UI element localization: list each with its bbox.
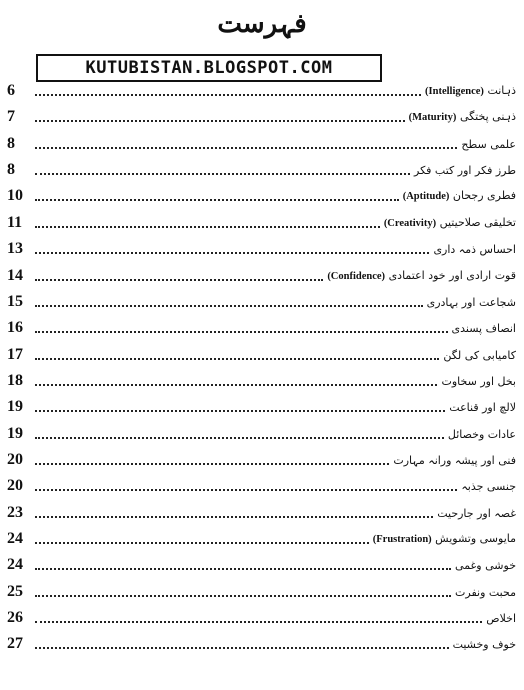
toc-row [7, 396, 516, 416]
toc-entry-title: مایوسی وتشویش [435, 532, 516, 545]
dot-leader [35, 621, 482, 623]
toc-page-number: 19 [7, 424, 23, 442]
toc-page-number: 20 [7, 450, 23, 468]
toc-row [7, 344, 516, 364]
toc-page-number: 25 [7, 582, 23, 600]
toc-row [7, 159, 516, 179]
toc-row [7, 554, 516, 574]
toc-page-number: 19 [7, 398, 23, 416]
toc-entry-title: فنی اور پیشہ ورانہ مہارت [393, 453, 516, 467]
toc-entry [437, 506, 516, 522]
dot-leader [35, 358, 439, 360]
toc-entry-title: عادات وخصائل [447, 427, 516, 441]
toc-entry [461, 479, 516, 495]
toc-entry [373, 531, 516, 548]
toc-row [7, 291, 516, 311]
toc-page-number: 23 [7, 503, 23, 521]
toc-entry [425, 83, 516, 100]
toc-entry-title: غصہ اور جارحیت [437, 506, 516, 520]
dot-leader [35, 94, 421, 96]
toc-entry-title: اخلاص [486, 612, 516, 625]
toc-page-number: 16 [7, 319, 23, 337]
dot-leader [35, 173, 410, 175]
toc-page-number: 18 [7, 371, 23, 389]
toc-row [7, 449, 516, 469]
toc-entry-english: (Maturity) [408, 112, 457, 124]
toc-entry-title: فطری رجحان [452, 189, 516, 203]
toc-page-number: 11 [7, 213, 23, 231]
toc-row [7, 185, 516, 205]
toc-entry-title: قوت ارادی اور خود اعتمادی [388, 268, 516, 282]
toc-page-number: 8 [7, 161, 15, 179]
toc-entry-title: محبت ونفرت [455, 585, 516, 599]
toc-entry [409, 109, 516, 126]
toc-entry-title: بخل اور سخاوت [441, 374, 516, 388]
toc-page-number: 24 [7, 530, 23, 547]
toc-entry [433, 242, 516, 258]
toc-entry-title: جنسی جذبہ [461, 480, 516, 494]
toc-page-number: 7 [7, 108, 15, 126]
toc-row [7, 212, 516, 232]
dot-leader [35, 331, 448, 333]
toc-entry [414, 163, 516, 179]
toc-entry [393, 453, 516, 469]
dot-leader [35, 595, 451, 597]
toc-entry-english: (Creativity) [383, 217, 437, 229]
toc-page-number: 26 [7, 609, 23, 626]
dot-leader [35, 647, 449, 649]
dot-leader [35, 279, 323, 281]
toc-entry-title: ذہانت [487, 84, 516, 97]
dot-leader [35, 489, 457, 491]
toc-entry-english: (Aptitude) [402, 191, 450, 203]
toc-row [7, 475, 516, 495]
toc-entry-title: علمی سطح [461, 137, 516, 151]
dot-leader [35, 516, 433, 518]
toc-entry-title: خوف وخشیت [452, 638, 516, 652]
toc-page-number: 8 [7, 134, 15, 152]
toc-entry-title: خوشی وغمی [455, 559, 516, 573]
toc-row [7, 528, 516, 548]
dot-leader [35, 410, 445, 412]
toc-row [7, 317, 516, 337]
toc-entry-title: احساس ذمہ داری [433, 243, 516, 257]
toc-row [7, 238, 516, 258]
toc-row [7, 502, 516, 522]
toc-page-number: 6 [7, 82, 15, 99]
toc-page-number: 15 [7, 292, 23, 310]
toc-entry-title: طرز فکر اور کتب فکر [414, 164, 516, 178]
toc-entry [461, 137, 516, 153]
toc-entry [427, 295, 516, 311]
toc-page-number: 14 [7, 266, 23, 284]
dot-leader [35, 199, 399, 201]
toc-row [7, 370, 516, 390]
toc-row [7, 607, 516, 627]
toc-row [7, 581, 516, 601]
page-title: فہرست [217, 9, 307, 39]
toc-entry [455, 558, 516, 574]
toc-entry-title: شجاعت اور بہادری [426, 295, 516, 309]
toc-page-number: 10 [7, 187, 23, 205]
toc-page-number: 17 [7, 345, 23, 363]
toc-entry [452, 321, 517, 337]
toc-entry-title: لالچ اور قناعت [449, 401, 516, 415]
toc-entry [403, 188, 516, 205]
toc-entry [441, 374, 516, 390]
toc-row [7, 80, 516, 100]
toc-row [7, 106, 516, 126]
toc-entry-english: (Intelligence) [425, 86, 484, 97]
toc-entry [455, 585, 516, 601]
toc-entry [449, 400, 516, 416]
toc-page-number: 20 [7, 477, 23, 495]
dot-leader [35, 305, 423, 307]
toc-entry-title: تخلیقی صلاحیتیں [439, 215, 516, 229]
toc-entry-title: کامیابی کی لگن [443, 348, 516, 362]
dot-leader [35, 568, 451, 570]
dot-leader [35, 542, 369, 544]
toc-row [7, 133, 516, 153]
toc-entry-title: ذہنی پختگی [459, 110, 516, 124]
toc-entry-title: انصاف پسندی [451, 322, 516, 336]
blog-url-banner: KUTUBISTAN.BLOGSPOT.COM [36, 54, 382, 82]
dot-leader [35, 437, 444, 439]
toc-row [7, 265, 516, 285]
toc-row [7, 423, 516, 443]
dot-leader [35, 147, 457, 149]
toc-page-number: 13 [7, 240, 23, 258]
toc-entry [384, 215, 516, 232]
toc-page-number: 24 [7, 556, 23, 574]
toc-entry [486, 611, 516, 627]
dot-leader [35, 120, 405, 122]
dot-leader [35, 226, 380, 228]
dot-leader [35, 463, 389, 465]
toc-page-number: 27 [7, 635, 23, 653]
toc-entry-english: (Frustration) [372, 534, 432, 545]
toc-entry [327, 268, 516, 285]
toc-row [7, 633, 516, 653]
toc-entry [448, 427, 516, 443]
toc-entry [453, 637, 516, 653]
dot-leader [35, 384, 437, 386]
toc-entry [443, 348, 516, 364]
dot-leader [35, 252, 429, 254]
toc-entry-english: (Confidence) [327, 270, 386, 282]
